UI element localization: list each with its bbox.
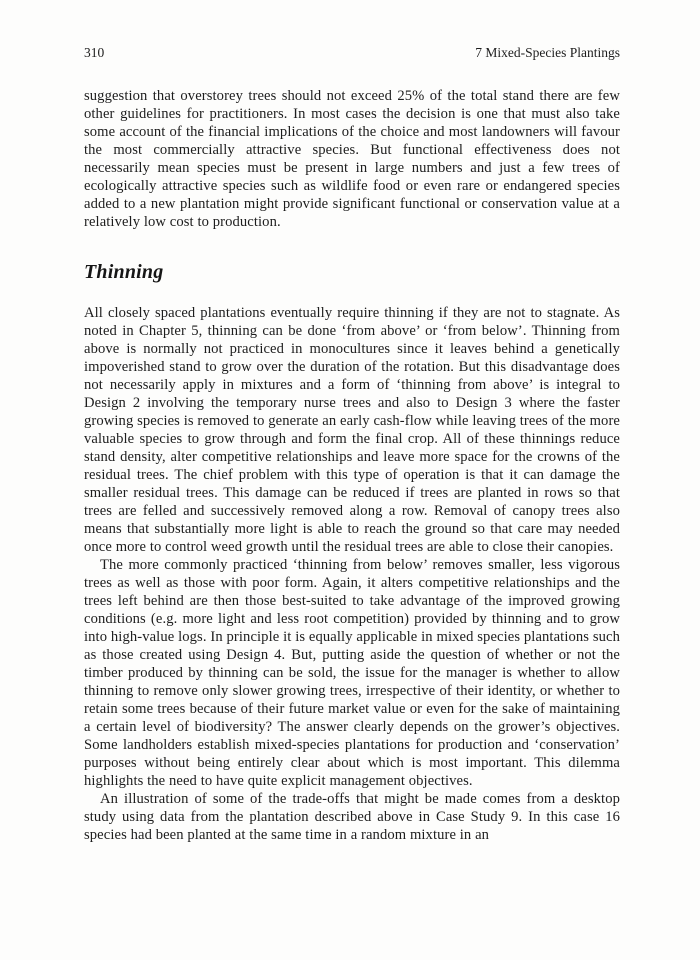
page-body (84, 87, 620, 844)
section-heading: Thinning (84, 261, 164, 283)
intro-paragraph: suggestion that overstorey trees should not exceed 25% of the total stand there are few other guidelines for practitioners. In most cases the decision is one that must also take some account of the financial implications of the choice and most landowners will favour the most commercially attractive species. But functional effectiveness does not necessarily mean species must be present in large numbers and just a few trees of ecologically attractive species such as wildlife food or even rare or endangered species added to a new plantation might provide significant functional or conservation value at a relatively low cost to production. (84, 88, 620, 230)
section-paragraph: The more commonly practiced ‘thinning from below’ removes smaller, less vigorous trees as well as those with poor form. Again, it alters competitive relationships and the trees left behind are then those best-suited to take advantage of the improved growing conditions (e.g. more light and less root competition) provided by thinning and to grow into high-value logs. In principle it is equally applicable in mixed species plantations such as those created using Design 4. But, putting aside the question of whether or not the timber produced by thinning can be sold, the issue for the manager is whether to allow thinning to remove only slower growing trees, irrespective of their identity, or whether to retain some trees because of their future market value or even for the sake of maintaining a certain level of biodiversity? The answer clearly depends on the grower’s objectives. Some landholders establish mixed-species plantations for production and ‘conservation’ purposes without being entirely clear about which is most important. This dilemma highlights the need to have quite explicit management objectives. (84, 557, 620, 789)
page-header (84, 45, 620, 61)
section-paragraph: All closely spaced plantations eventually require thinning if they are not to stagnate. As noted in Chapter 5, thinning can be done ‘from above’ or ‘from below’. Thinning from above is normally not practiced in monocultures since it leaves behind a genetically impoverished stand to grow over the duration of the rotation. But this disadvantage does not necessarily apply in mixtures and a form of ‘thinning from above’ is integral to Design 2 involving the temporary nurse trees and also to Design 3 where the faster growing species is removed to generate an early cash-flow while leaving trees of the more valuable species to grow through and form the final crop. All of these thinnings reduce stand density, alter competitive relationships and leave more space for the crowns of the residual trees. The chief problem with this type of operation is that it can damage the smaller residual trees. This damage can be reduced if trees are planted in rows so that trees are felled and successively removed along a row. Removal of canopy trees also means that substantially more light is able to reach the ground so that care may needed once more to control weed growth until the residual trees are able to close their canopies. (84, 305, 620, 555)
section-paragraph: An illustration of some of the trade-offs that might be made comes from a desktop study using data from the plantation described above in Case Study 9. In this case 16 species had been planted at the same time in a random mixture in an (84, 791, 620, 843)
page-number: 310 (84, 45, 105, 60)
running-head: 7 Mixed-Species Plantings (475, 45, 620, 60)
